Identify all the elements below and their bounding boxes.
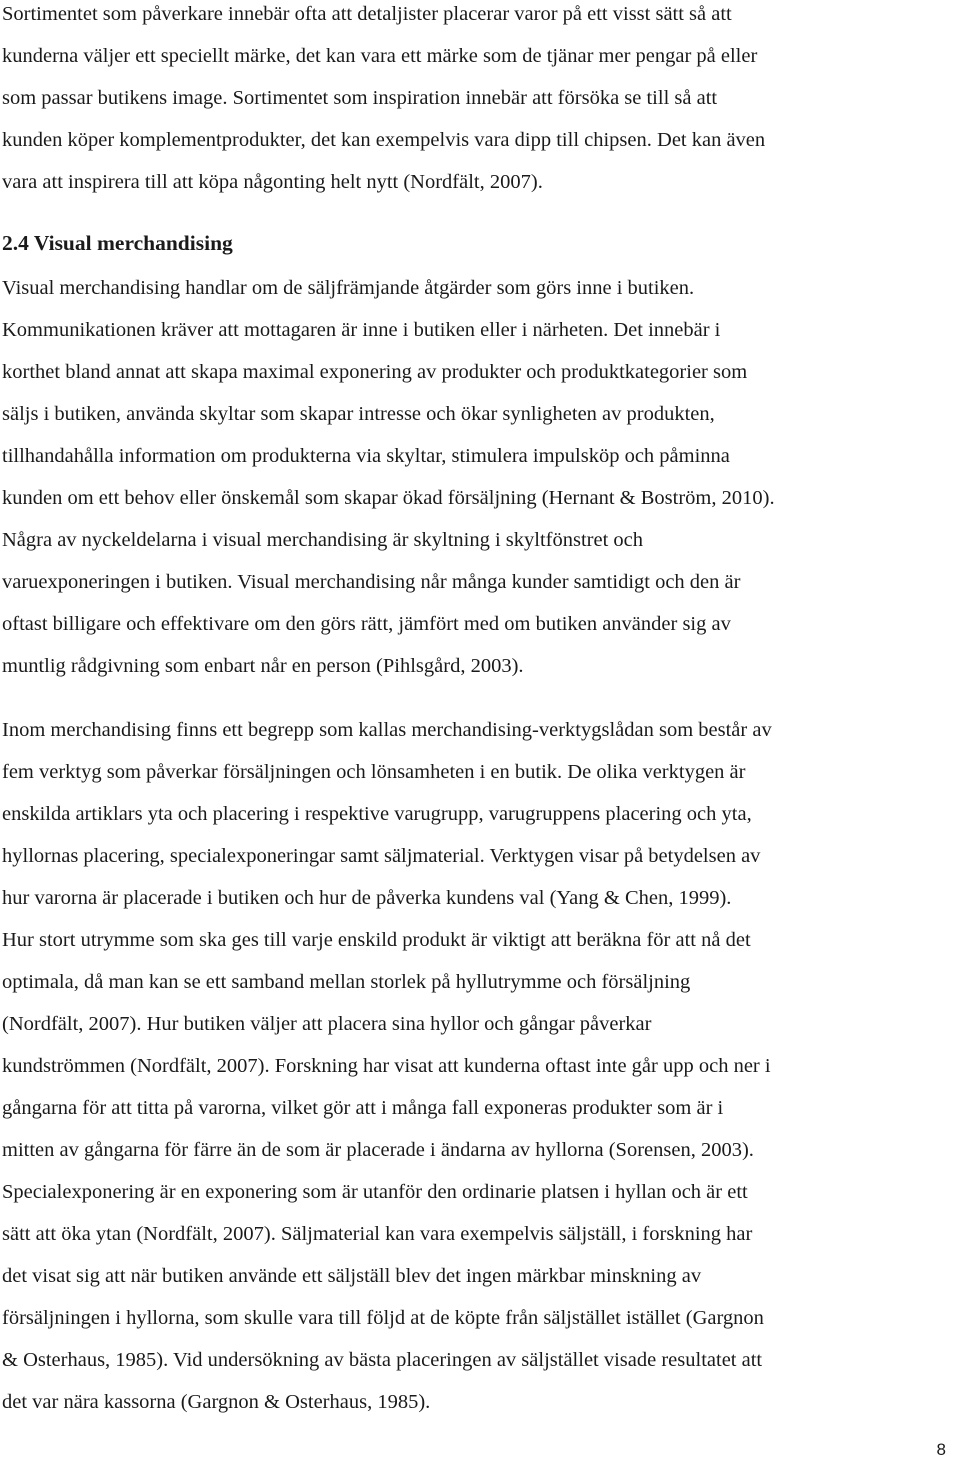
paragraph-line: optimala, då man kan se ett samband mellan storlek på hyllutrymme och försäljning xyxy=(2,971,691,993)
paragraph-line: kunderna väljer ett speciellt märke, det kan vara ett märke som de tjänar mer pengar på eller xyxy=(2,45,758,67)
paragraph-line: som passar butikens image. Sortimentet som inspiration innebär att försöka se till så att xyxy=(2,87,718,109)
paragraph-line: kundströmmen (Nordfält, 2007). Forskning har visat att kunderna oftast inte går upp och ner i xyxy=(2,1055,771,1077)
paragraph-line: sätt att öka ytan (Nordfält, 2007). Säljmaterial kan vara exempelvis säljställ, i forskning har xyxy=(2,1223,753,1245)
paragraph-line: gångarna för att titta på varorna, vilket gör att i många fall exponeras produkter som är i xyxy=(2,1097,724,1119)
paragraph-line: det var nära kassorna (Gargnon & Osterhaus, 1985). xyxy=(2,1391,431,1413)
paragraph-line: tillhandahålla information om produkterna via skyltar, stimulera impulsköp och påminna xyxy=(2,445,730,467)
paragraph-line: hyllornas placering, specialexponeringar samt säljmaterial. Verktygen visar på betydelsen av xyxy=(2,845,761,867)
paragraph-line: & Osterhaus, 1985). Vid undersökning av bästa placeringen av säljstället visade resultatet att xyxy=(2,1349,763,1371)
paragraph-line: hur varorna är placerade i butiken och hur de påverka kundens val (Yang & Chen, 1999). xyxy=(2,887,732,909)
paragraph-line: försäljningen i hyllorna, som skulle vara till följd at de köpte från säljstället istället (Gargnon xyxy=(2,1307,764,1329)
paragraph-line: fem verktyg som påverkar försäljningen och lönsamheten i en butik. De olika verktygen är xyxy=(2,761,746,783)
paragraph-line: vara att inspirera till att köpa någonting helt nytt (Nordfält, 2007). xyxy=(2,171,543,193)
paragraph-line: muntlig rådgivning som enbart når en person (Pihlsgård, 2003). xyxy=(2,655,524,677)
paragraph-line: kunden köper komplementprodukter, det kan exempelvis vara dipp till chipsen. Det kan även xyxy=(2,129,766,151)
paragraph-line: mitten av gångarna för färre än de som är placerade i ändarna av hyllorna (Sorensen, 2003). xyxy=(2,1139,754,1161)
paragraph-line: Några av nyckeldelarna i visual merchandising är skyltning i skyltfönstret och xyxy=(2,529,644,551)
paragraph-line: det visat sig att när butiken använde ett säljställ blev det ingen märkbar minskning av xyxy=(2,1265,702,1287)
paragraph-line: Inom merchandising finns ett begrepp som kallas merchandising-verktygslådan som består av xyxy=(2,719,772,741)
paragraph-line: Hur stort utrymme som ska ges till varje enskild produkt är viktigt att beräkna för att nå det xyxy=(2,929,751,951)
paragraph-line: oftast billigare och effektivare om den görs rätt, jämfört med om butiken använder sig av xyxy=(2,613,731,635)
paragraph-line: Sortimentet som påverkare innebär ofta att detaljister placerar varor på ett visst sätt så att xyxy=(2,3,732,25)
paragraph-line: kunden om ett behov eller önskemål som skapar ökad försäljning (Hernant & Boström, 2010). xyxy=(2,487,775,509)
section-heading: 2.4 Visual merchandising xyxy=(2,231,233,255)
paragraph-line: Kommunikationen kräver att mottagaren är inne i butiken eller i närheten. Det innebär i xyxy=(2,319,721,341)
page-number: 8 xyxy=(936,1440,946,1459)
paragraph-line: Specialexponering är en exponering som är utanför den ordinarie platsen i hyllan och är ett xyxy=(2,1181,748,1203)
paragraph-line: korthet bland annat att skapa maximal exponering av produkter och produktkategorier som xyxy=(2,361,748,383)
paragraph-line: enskilda artiklars yta och placering i respektive varugrupp, varugruppens placering och yta, xyxy=(2,803,752,825)
paragraph-line: (Nordfält, 2007). Hur butiken väljer att placera sina hyllor och gångar påverkar xyxy=(2,1013,652,1035)
paragraph-line: varuexponeringen i butiken. Visual merchandising når många kunder samtidigt och den är xyxy=(2,571,741,593)
paragraph-line: säljs i butiken, använda skyltar som skapar intresse och ökar synligheten av produkten, xyxy=(2,403,715,425)
paragraph-line: Visual merchandising handlar om de säljfrämjande åtgärder som görs inne i butiken. xyxy=(2,277,695,299)
